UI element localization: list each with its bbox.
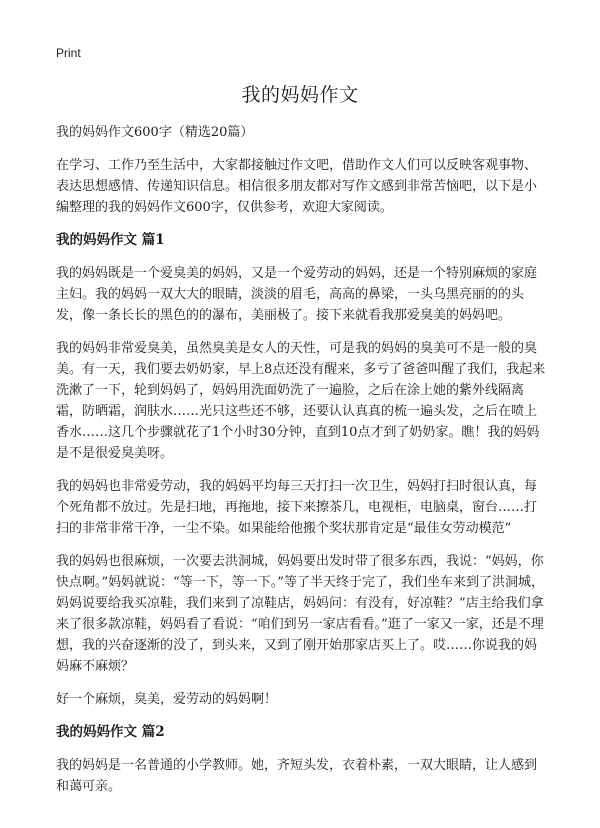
section-1-paragraph-1: 我的妈妈既是一个爱臭美的妈妈，又是一个爱劳动的妈妈，还是一个特别麻烦的家庭主妇。我的妈妈一双大大的眼睛，淡淡的眉毛，高高的鼻梁，一头乌黑亮丽的的头发，像一条长长的黑色的的瀑布，美丽极了。接下来就看我那爱臭美的妈妈吧。 <box>56 266 538 323</box>
document-subtitle: 我的妈妈作文600字（精选20篇） <box>56 125 254 140</box>
section-heading-2: 我的妈妈作文 篇2 <box>56 724 165 740</box>
print-link[interactable]: Print <box>56 46 81 60</box>
section-1-paragraph-4: 我的妈妈也很麻烦，一次要去洪洞城，妈妈要出发时带了很多东西，我说：“妈妈，你快点啊。”妈妈就说：“等一下，等一下。”等了半天终于完了，我们坐车来到了洪洞城，妈妈说要给我买凉鞋，我们来到了凉鞋店，妈妈问：有没有，好凉鞋？”店主给我们拿来了很多款凉鞋，妈妈看了看说：“咱们到另一家店看看。”逛了一家又一家，还是不理想，我的兴奋逐渐的没了，到头来，又到了刚开始那家店买上了。哎……你说我的妈妈麻不麻烦？ <box>56 554 544 674</box>
section-1-paragraph-5: 好一个麻烦，臭美，爱劳动的妈妈啊！ <box>56 692 278 707</box>
intro-paragraph: 在学习、工作乃至生活中，大家都接触过作文吧，借助作文人们可以反映客观事物、表达思想感情、传递知识信息。相信很多朋友都对写作文感到非常苦恼吧，以下是小编整理的我的妈妈作文600字，仅供参考，欢迎大家阅读。 <box>56 158 538 215</box>
document-body <box>56 122 546 809</box>
section-1-paragraph-2: 我的妈妈非常爱臭美，虽然臭美是女人的天性，可是我的妈妈的臭美可不是一般的臭美。有一天，我们要去奶奶家，早上8点还没有醒来，多亏了爸爸叫醒了我们，我起来洗漱了一下，轮到妈妈了，妈妈用洗面奶洗了一遍脸，之后在涂上她的紫外线隔离霜，防晒霜，润肤水……光只这些还不够，还要认认真真的梳一遍头发，之后在喷上香水……这几个步骤就花了1个小时30分钟，直到10点才到了奶奶家。瞧！我的妈妈是不是很爱臭美呀。 <box>56 341 546 461</box>
section-heading-1: 我的妈妈作文 篇1 <box>56 232 165 248</box>
document-title: 我的妈妈作文 <box>241 84 359 106</box>
section-1-paragraph-3: 我的妈妈也非常爱劳动，我的妈妈平均每三天打扫一次卫生，妈妈打扫时很认真，每个死角都不放过。先是扫地，再拖地，接下来擦茶几，电视柜，电脑桌，窗台……打扫的非常非常干净，一尘不染。如果能给他搬个奖状那肯定是“最佳女劳动模范” <box>56 479 538 536</box>
section-2-paragraph-1: 我的妈妈是一名普通的小学教师。她，齐短头发，衣着朴素，一双大眼睛，让人感到和蔼可亲。 <box>56 758 538 794</box>
